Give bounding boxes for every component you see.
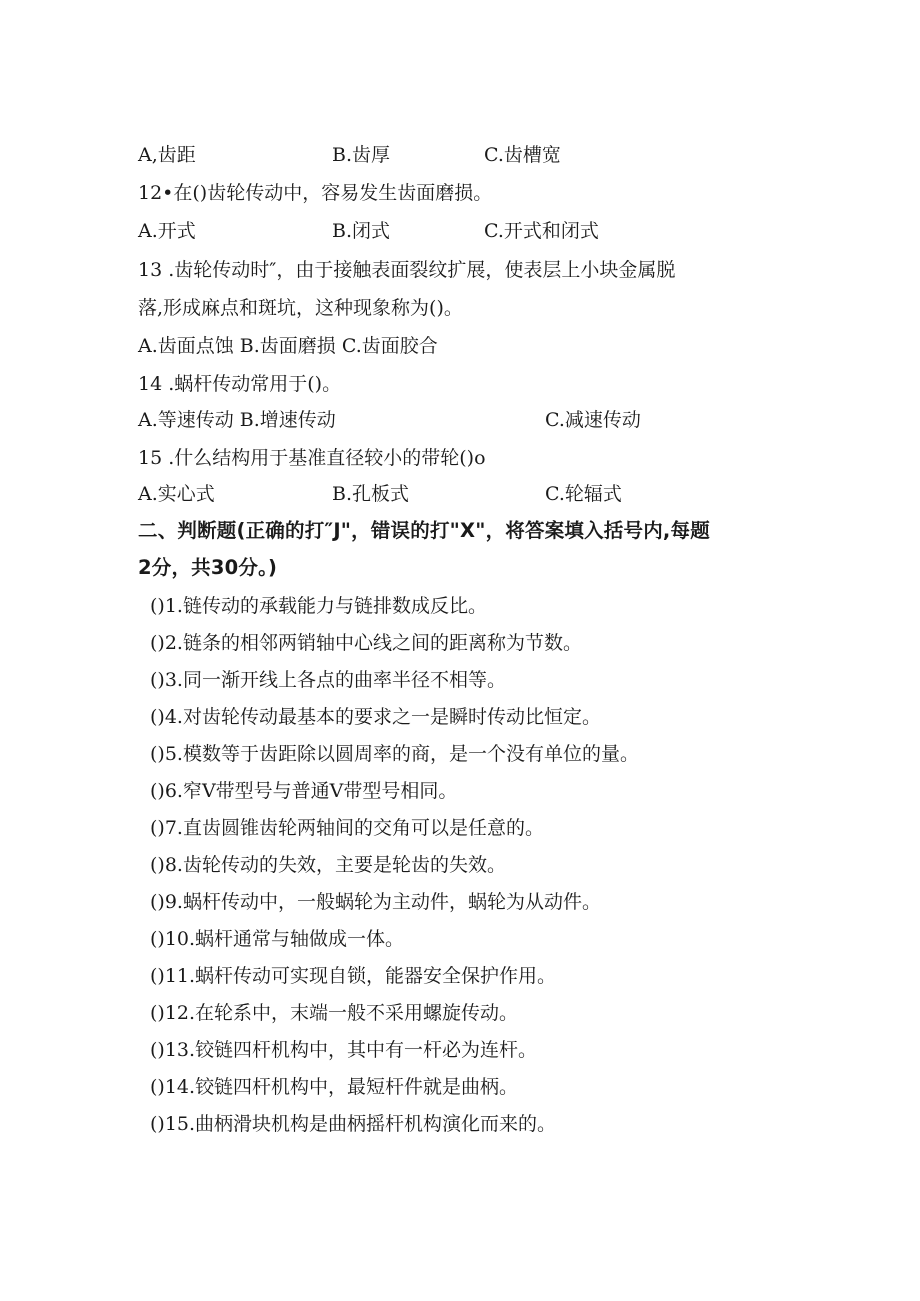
q15-option-c: C.轮辐式 (545, 483, 622, 505)
q12-stem: 12•在()齿轮传动中，容易发生齿面磨损。 (138, 182, 493, 204)
q14-stem: 14 .蜗杆传动常用于()。 (138, 373, 342, 395)
judgment-item-10: ()10.蜗杆通常与轴做成一体。 (150, 928, 405, 950)
judgment-item-5: ()5.模数等于齿距除以圆周率的商，是一个没有单位的量。 (150, 743, 639, 765)
q14-options-ab: A.等速传动 B.增速传动 (138, 409, 336, 431)
judgment-item-8: ()8.齿轮传动的失效，主要是轮齿的失效。 (150, 854, 506, 876)
q12-option-a: A.开式 (138, 220, 196, 242)
q13-stem-line1: 13 .齿轮传动时″，由于接触表面裂纹扩展，使表层上小块金属脱 (138, 259, 676, 281)
q15-stem: 15 .什么结构用于基准直径较小的带轮()o (138, 447, 486, 469)
q15-option-a: A.实心式 (138, 483, 215, 505)
judgment-item-6: ()6.窄V带型号与普通V带型号相同。 (150, 780, 458, 802)
judgment-item-11: ()11.蜗杆传动可实现自锁，能器安全保护作用。 (150, 965, 557, 987)
q11-option-c: C.齿槽宽 (484, 144, 561, 166)
judgment-item-15: ()15.曲柄滑块机构是曲柄摇杆机构演化而来的。 (150, 1113, 557, 1135)
q15-option-b: B.孔板式 (332, 483, 410, 505)
judgment-item-1: ()1.链传动的承载能力与链排数成反比。 (150, 595, 487, 617)
judgment-item-7: ()7.直齿圆锥齿轮两轴间的交角可以是任意的。 (150, 817, 544, 839)
q13-stem-line2: 落,形成麻点和斑坑，这种现象称为()。 (138, 297, 463, 319)
q11-option-b: B.齿厚 (332, 144, 391, 166)
section-heading-line1: 二、判断题(正确的打″J"，错误的打"X"，将答案填入括号内,每题 (138, 519, 710, 542)
judgment-item-14: ()14.铰链四杆机构中，最短杆件就是曲柄。 (150, 1076, 519, 1098)
judgment-item-3: ()3.同一渐开线上各点的曲率半径不相等。 (150, 669, 506, 691)
q12-option-c: C.开式和闭式 (484, 220, 599, 242)
judgment-item-9: ()9.蜗杆传动中，一般蜗轮为主动件，蜗轮为从动件。 (150, 891, 601, 913)
judgment-item-13: ()13.铰链四杆机构中，其中有一杆必为连杆。 (150, 1039, 538, 1061)
q14-option-c: C.减速传动 (545, 409, 641, 431)
q12-option-b: B.闭式 (332, 220, 391, 242)
judgment-item-4: ()4.对齿轮传动最基本的要求之一是瞬时传动比恒定。 (150, 706, 601, 728)
q13-options: A.齿面点蚀 B.齿面磨损 C.齿面胶合 (138, 335, 438, 357)
section-heading-line2: 2分，共30分。) (138, 556, 278, 579)
q11-option-a: A,齿距 (138, 144, 196, 166)
judgment-item-12: ()12.在轮系中，末端一般不采用螺旋传动。 (150, 1002, 519, 1024)
judgment-item-2: ()2.链条的相邻两销轴中心线之间的距离称为节数。 (150, 632, 582, 654)
